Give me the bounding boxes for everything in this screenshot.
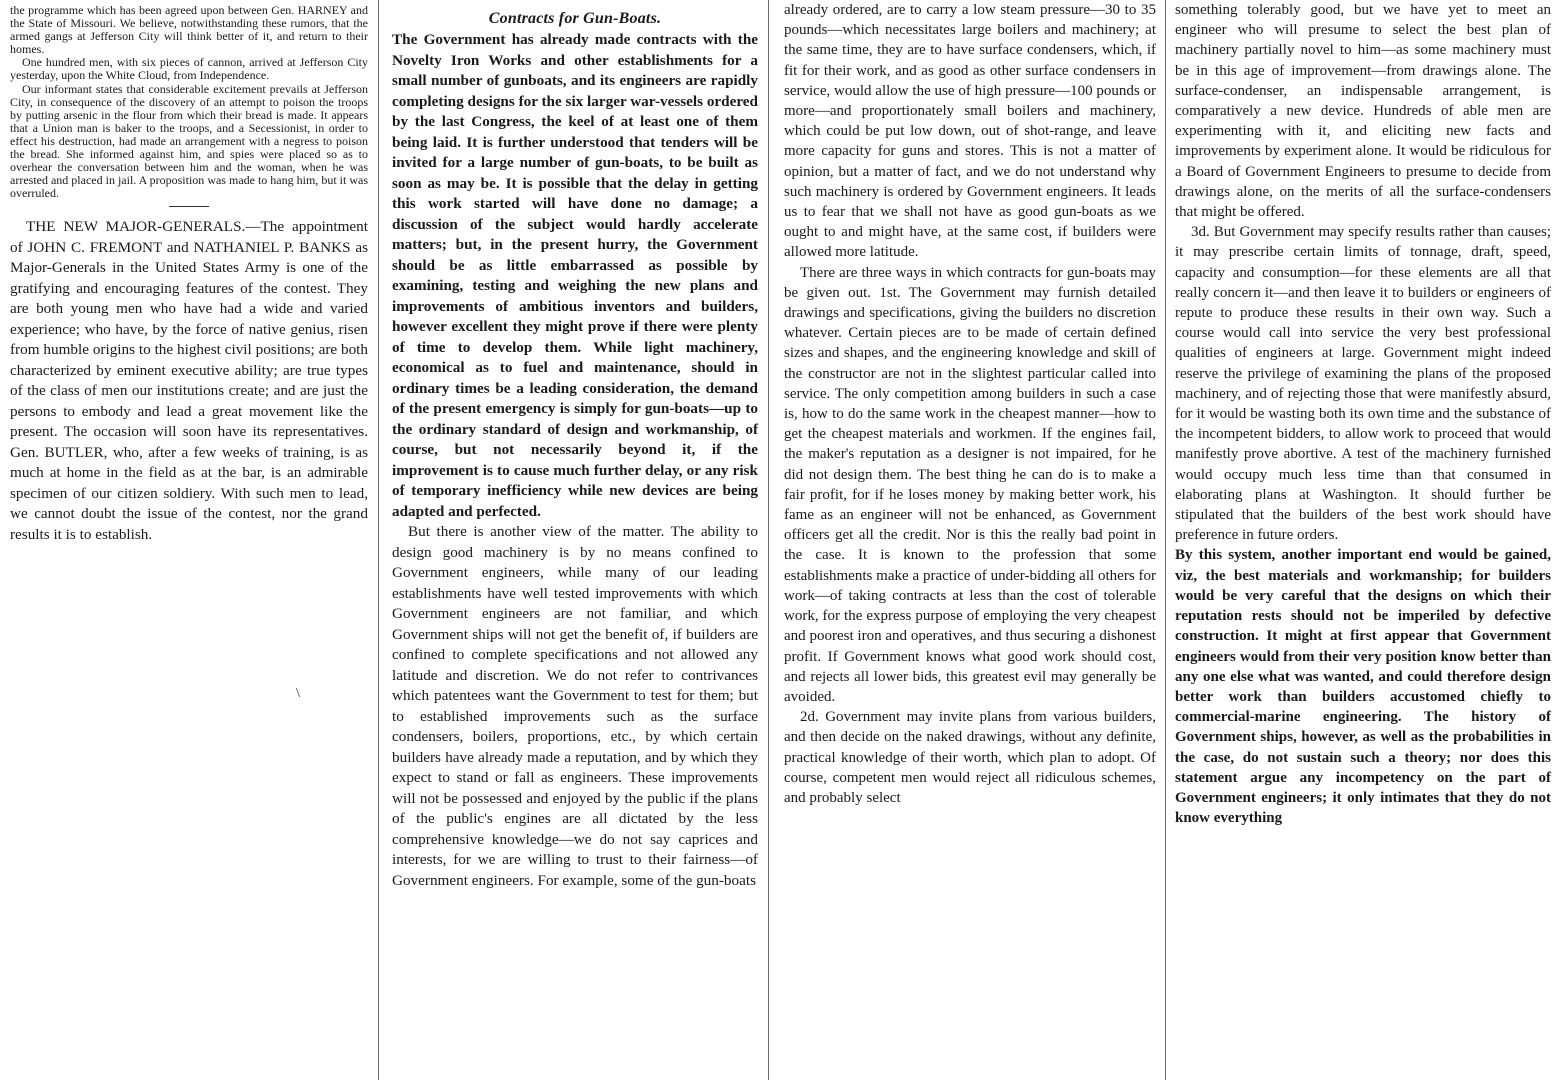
dispatch-paragraph: the programme which has been agreed upon between Gen. HARNEY and the State of Missouri. We believe, notwithstanding these rumors, that the armed gangs at Jefferson City will think better of it, and return to their homes. [10,3,368,57]
bold-paragraph: By this system, another important end would be gained, viz, the best materials and workmanship; for builders would be very careful that the designs on which their reputation rests should not be imperiled by defective construction. It might at first appear that Government engineers would from their very position know better than any one else what was wanted, and could therefore design better work than builders accustomed chiefly to commercial-marine engineering. The history of Government ships, however, as well as the probabilities in the case, do not sustain such a theory; nor does this statement argue any incompetency on the part of Government engineers; it only intimates that they do not know everything [1175,547,1551,827]
article-heading: THE NEW MAJOR-GENERALS. [26,218,246,236]
column-4 [1167,0,1559,1080]
body-paragraph: 2d. Government may invite plans from various builders, and then decide on the naked drawings, without any definite, practical knowledge of their worth, which plan to adopt. Of course, competent men would reject all ridiculous schemes, and probably select [784,709,1156,806]
body-paragraph: already ordered, are to carry a low steam pressure—30 to 35 pounds—which necessitates large boilers and machinery; at the same time, they are to have surface condensers, which, if fit for their work, and as good as other surface condensers in service, would allow the use of high pressure—100 pounds or more—and proportionately small boilers and machinery, which could be put low down, out of shot-range, and leave more capacity for guns and stores. This is not a matter of opinion, but a matter of fact, and we do not understand why such machinery is ordered by Government engineers. It leads us to fear that we shall not have as good gun-boats as we ought to and might have, at the same cost, if builders were allowed more latitude. [784,2,1156,261]
column-rule [1165,0,1166,1080]
body-paragraph: something tolerably good, but we have yet to meet an engineer who will presume to select the best plan of machinery partially novel to him—as some machinery must be in this age of improvement—from drawings alone. The surface-condenser, an indispensable arrangement, is comparatively a new device. Hundreds of able men are experimenting with it, and eliciting new facts and improvements by experiment alone. It would be ridiculous for a Board of Government Engineers to presume to decide from drawings alone, on the merits of all the surface-condensers that might be offered. [1175,2,1551,221]
news-dispatch [10,4,368,200]
dispatch-paragraph: One hundred men, with six pieces of cannon, arrived at Jefferson City yesterday, upon the White Cloud, from Independence. [10,55,368,83]
column-2 [380,0,766,1080]
column-1 [0,0,376,1080]
article-text: —The appointment of JOHN C. FREMONT and NATHANIEL P. BANKS as Major-Generals in the United States Army is one of the gratifying and encouraging features of the contest. They are both young men who have had a wide and varied experience; who have, by the force of native genius, risen from humble origins to the highest civil positions; are both characterized by eminent executive ability; are true types of the class of men our institutions create; and are just the persons to embody and lead a great movement like the present. The occasion will soon have its representatives. Gen. BUTLER, who, after a few weeks of training, is as much at home in the field as at the bar, is an admirable specimen of our citizen soldiery. With such men to lead, we cannot doubt the issue of the contest, nor the grand results it is to establish. [10,218,368,543]
column-rule [768,0,769,1080]
article-headline: Contracts for Gun-Boats. [488,10,662,27]
major-generals-article [10,217,368,545]
column-3 [770,0,1164,1080]
article-separator [169,206,209,207]
body-paragraph: 3d. But Government may specify results rather than causes; it may prescribe certain limits of tonnage, draft, speed, capacity and consumption—for these elements are all that really concern it—and then leave it to builders or engineers of repute to produce these results in their own way. Such a course would call into service the very best professional qualities of engineers at large. Government might indeed reserve the privilege of examining the plans of the proposed machinery, and of rejecting those that were manifestly absurd, for it would be wasting both its own time and the substance of the incompetent bidders, to allow work to proceed that would manifestly prove abortive. A test of the machinery furnished would occupy much less time than that consumed in elaborating plans at Washington. It should further be stipulated that the builders of the best work should have preference in future orders. [1175,224,1551,544]
column-rule [378,0,379,1080]
body-paragraph: But there is another view of the matter. The ability to design good machinery is by no means confined to Government engineers, while many of our leading establishments have well tested improvements with which Government engineers are not familiar, and which Government ships will not get the benefit of, if builders are confined to complete specifications and not allowed any latitude and discretion. We do not refer to contrivances which patentees want the Government to test for them; but to established improvements such as the surface condensers, boilers, proportions, etc., by which certain builders have already made a reputation, and by which they expect to stand or fall as engineers. These improvements will not be possessed and enjoyed by the public if the plans of the public's engines are all dictated by the less comprehensive knowledge—we do not say caprices and interests, for we are willing to trust to their fairness—of Government engineers. For example, some of the gun-boats [392,523,758,889]
article-conclusion [1175,545,1551,828]
article-body [392,522,758,891]
body-paragraph: There are three ways in which contracts for gun-boats may be given out. 1st. The Government may furnish detailed drawings and specifications, giving the builders no discretion whatever. Certain pieces are to be made of certain defined sizes and shapes, and the engineering knowledge and skill of the constructor are not in the slightest particular called into service. The only competition among builders in such a case is, how to do the same work in the cheapest manner—how to get the cheapest materials and workmen. If the engines fail, the maker's reputation as a designer is not impaired, for he did not design them. The best thing he can do is to make a fair profit, for if he loses money by making better work, his fame as an engineer will not be enhanced, as Government officers get all the credit. Nor is this the really bad point in the case. It is known to the profession that some establishments make a practice of under-bidding all others for work—of taking contracts at less than the cost of tolerable work, for the express purpose of employing the very cheapest and poorest iron and operatives, and thus securing a dishonest profit. If Government knows what good work should cost, and rejects all lower bids, this greatest evil may generally be avoided. [784,264,1156,705]
pen-mark: \ [296,686,300,701]
dispatch-paragraph: Our informant states that considerable excitement prevails at Jefferson City, in consequence of the discovery of an attempt to poison the troops by putting arsenic in the flour from which their bread is made. It appears that a Union man is baker to the troops, and a Secessionist, in order to effect his destruction, had made an arrangement with a negress to poison the bread. She informed against him, and spies were placed so as to overhear the conversation between him and the woman, when he was arrested and placed in jail. A proposition was made to hang him, but it was overruled. [10,81,368,201]
article-lead [392,30,758,522]
article-body-continued [1175,0,1551,545]
lead-paragraph: The Government has already made contracts with the Novelty Iron Works and other establishments for a small number of gunboats, and its engineers are rapidly completing designs for the six larger war-vessels ordered by the last Congress, the keel of at least one of them being laid. It is further understood that tenders will be invited for a large number of gun-boats, to be built as soon as may be. It is possible that the delay in getting this work started will have done no damage; a discussion of the subject would hardly accelerate matters; but, in the present hurry, the Government should be as little embarrassed as possible by examining, testing and weighing the new plans and improvements of ambitious inventors and builders, however excellent they might prove if there were plenty of time to develop them. While light machinery, economical as to fuel and maintenance, should in ordinary times be a leading consideration, the demand of the present emergency is simply for gun-boats—up to the ordinary standard of design and workmanship, of course, but not necessarily beyond it, if the improvement is to cause much further delay, or any risk of temporary inefficiency while new devices are being adapted and perfected. [392,31,758,520]
article-body-continued [784,0,1156,808]
